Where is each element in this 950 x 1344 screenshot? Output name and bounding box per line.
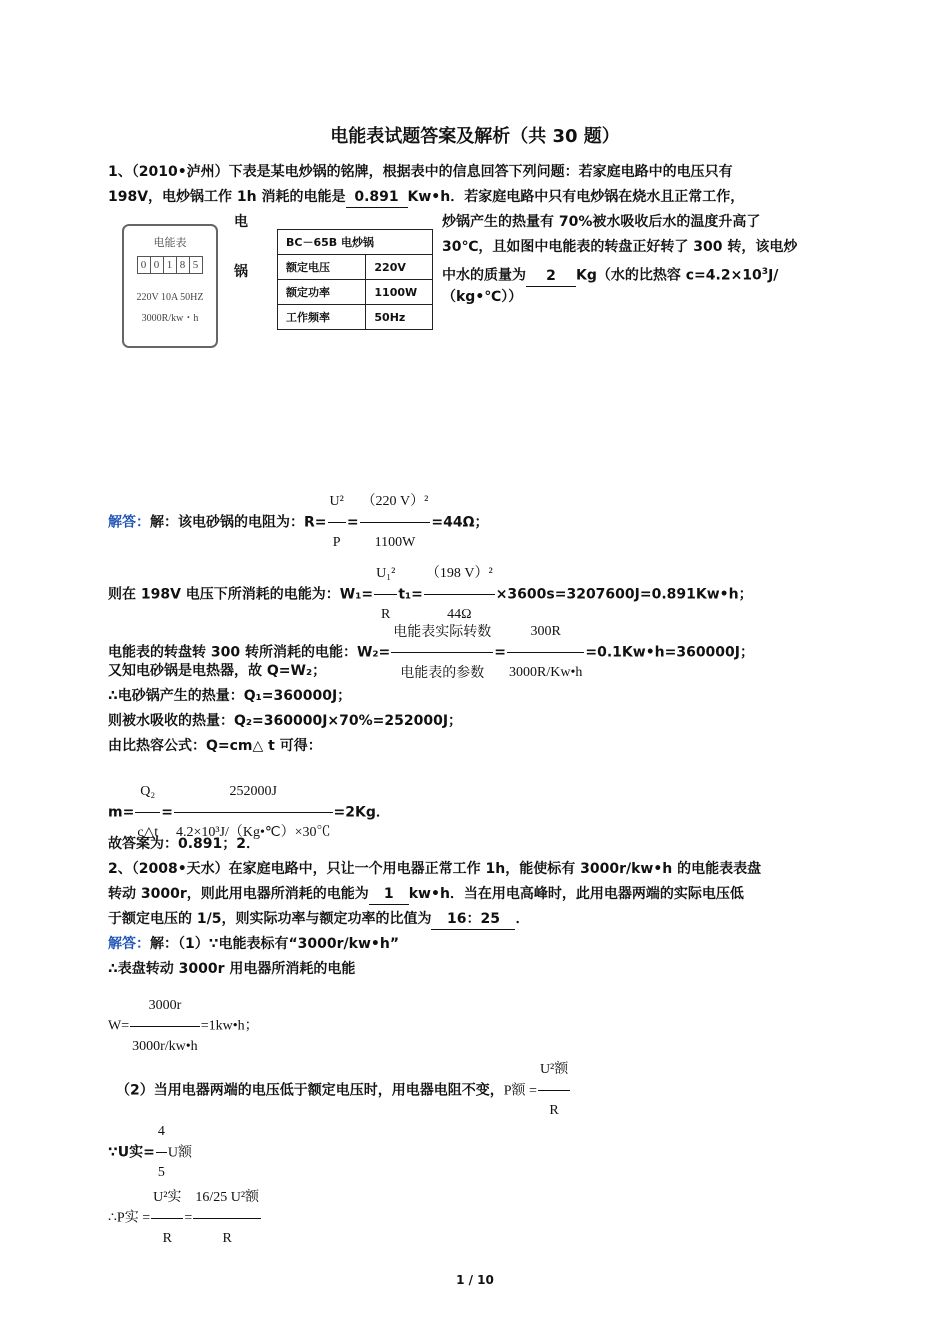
meter-digit: 1 bbox=[163, 256, 177, 274]
page-number: 1 / 10 bbox=[456, 1273, 494, 1287]
q2-line1: 2、（2008•天水）在家庭电路中，只让一个用电器正常工作 1h，能使标有 3000r/kw•h 的电能表表盘 bbox=[108, 861, 762, 877]
denominator: P bbox=[332, 535, 341, 550]
fraction bbox=[360, 482, 431, 563]
table-cell: 工作频率 bbox=[278, 305, 366, 330]
sol1-line8: m= $\frac{\text{Q₂}}{c\triangle t}$ = $\frac{252000J}{\text{4.2×10³J/（Kg•℃）×30℃}}$ =2Kg． bbox=[108, 772, 390, 853]
q2-answer2: 16：25 bbox=[431, 909, 515, 930]
sol1-end: =44Ω； bbox=[431, 514, 489, 531]
meter-digit: 0 bbox=[150, 256, 164, 274]
fraction bbox=[193, 1178, 261, 1259]
sol2-end: U额 bbox=[167, 1145, 192, 1161]
numerator: 252000J bbox=[174, 772, 333, 813]
denominator: R bbox=[222, 1231, 232, 1246]
numerator: U²额 bbox=[538, 1050, 570, 1091]
table-row bbox=[278, 305, 433, 330]
q1-line2-end: Kw•h．若家庭电路中只有电炒锅在烧水且正常工作， bbox=[407, 189, 745, 205]
q2-line3-end: ． bbox=[515, 911, 530, 927]
solution-label: 解答： bbox=[108, 514, 150, 531]
spec-table bbox=[277, 229, 433, 330]
denominator: 3000r/kw•h bbox=[132, 1039, 198, 1054]
q1-label-bottom: 锅 bbox=[234, 264, 248, 280]
q1-right3-mid: Kg（水的比热容 c=4.2×10 bbox=[576, 267, 762, 284]
sol1-text: 则在 198V 电压下所消耗的电能为：W₁= bbox=[108, 586, 374, 603]
numerator: （220 V）² bbox=[360, 482, 431, 523]
numerator: （198 V）² bbox=[424, 554, 495, 595]
meter-title: 电能表 bbox=[153, 237, 187, 249]
fraction bbox=[391, 612, 493, 693]
denominator: 1100W bbox=[374, 535, 416, 550]
sol2-text: W= bbox=[108, 1018, 130, 1034]
denominator: 44Ω bbox=[447, 607, 472, 622]
q2-line2 bbox=[108, 884, 744, 905]
sol2-line6: ∴P实 = $\frac{\text{U²实}}{R}$ = $\frac{\text{16/25 U²额}}{R}$ bbox=[108, 1178, 262, 1259]
sol2-text: ∵U实= bbox=[108, 1144, 155, 1161]
denominator: 4.2×10³J/（Kg•℃）×30℃ bbox=[175, 825, 331, 840]
table-cell: 50Hz bbox=[366, 305, 433, 330]
denominator: 5 bbox=[157, 1165, 165, 1180]
fraction bbox=[538, 1050, 570, 1131]
sol1-line4: 又知电砂锅是电热器，故 Q=W₂； bbox=[108, 663, 327, 679]
numerator: U²实 bbox=[151, 1178, 183, 1219]
numerator: 4 bbox=[156, 1112, 167, 1153]
q1-label-top: 电 bbox=[234, 214, 248, 230]
sol1-end: ×3600s=3207600J=0.891Kw•h； bbox=[495, 586, 753, 603]
q1-right3-sup: 3 bbox=[761, 267, 769, 277]
sol2-text: 解：（1）∵电能表标有“3000r/kw•h” bbox=[150, 936, 400, 952]
solution-label: 解答： bbox=[108, 936, 150, 952]
q1-right2: 30℃，且如图中电能表的转盘正好转了 300 转，该电炒 bbox=[442, 239, 798, 255]
numerator: U₁² bbox=[374, 554, 397, 595]
meter-digit: 5 bbox=[189, 256, 203, 274]
table-row bbox=[278, 230, 433, 255]
meter-digit: 0 bbox=[137, 256, 151, 274]
q1-right4: （kg•℃）） bbox=[442, 289, 523, 305]
sol2-text: （2）当用电器两端的电压低于额定电压时，用电器电阻不变， bbox=[116, 1082, 504, 1099]
meter-digit: 8 bbox=[176, 256, 190, 274]
denominator: R bbox=[162, 1231, 172, 1246]
q1-right3 bbox=[442, 262, 778, 287]
sol1-line5: ∴电砂锅产生的热量：Q₁=360000J； bbox=[108, 688, 352, 704]
sol1-line3: 电能表的转盘转 300 转所消耗的电能：W₂= $\frac{\text{电能表实际转数}}{\text{电能表的参数}}$ = $\frac{300R}{3000R/Kw•h}$ =0.1Kw•h=360000J； bbox=[108, 612, 754, 693]
sol1-end: =0.1Kw•h=360000J； bbox=[585, 644, 754, 661]
q2-line2-end: kw•h．当在用电高峰时，此用电器两端的实际电压低 bbox=[408, 886, 744, 902]
q1-right3-text: 中水的质量为 bbox=[442, 267, 526, 284]
numerator: 3000r bbox=[130, 986, 200, 1027]
sol1-line7: 由比热容公式：Q=cm△ t 可得： bbox=[108, 738, 322, 754]
table-row bbox=[278, 255, 433, 280]
q2-line3-text: 于额定电压的 1/5，则实际功率与额定功率的比值为 bbox=[108, 911, 432, 927]
fraction bbox=[507, 612, 584, 693]
meter-spec1: 220V 10A 50HZ bbox=[136, 292, 204, 303]
electric-meter-image bbox=[122, 224, 218, 348]
sol1-text: 解：该电砂锅的电阻为：R= bbox=[150, 514, 327, 531]
q2-line2-text: 转动 3000r，则此用电器所消耗的电能为 bbox=[108, 886, 369, 902]
numerator: 电能表实际转数 bbox=[391, 612, 493, 653]
q1-right3-end: J/ bbox=[768, 267, 779, 284]
sol1-text: m= bbox=[108, 804, 135, 821]
table-row bbox=[278, 280, 433, 305]
table-cell: BC－65B 电炒锅 bbox=[278, 230, 433, 255]
sol2-line2: ∴表盘转动 3000r 用电器所消耗的电能 bbox=[108, 961, 356, 977]
q2-answer1: 1 bbox=[369, 884, 409, 905]
denominator: 3000R/Kw•h bbox=[509, 665, 583, 680]
table-cell: 额定电压 bbox=[278, 255, 366, 280]
q1-answer1: 0.891 bbox=[346, 187, 408, 208]
sol1-line1: 解答：解：该电砂锅的电阻为：R= $\frac{\text{U²}}{P}$ = $\frac{\text{（220 V）²}}{1100W}$ =44Ω； bbox=[108, 482, 489, 563]
p-rated: P额 = bbox=[503, 1083, 537, 1099]
denominator: R bbox=[381, 607, 391, 622]
table-cell: 额定功率 bbox=[278, 280, 366, 305]
q1-line2-text: 198V，电炒锅工作 1h 消耗的电能是 bbox=[108, 189, 346, 205]
sol2-end: =1kw•h； bbox=[200, 1018, 259, 1034]
numerator: Q₂ bbox=[135, 772, 160, 813]
sol1-line9: 故答案为：0.891；2． bbox=[108, 836, 261, 852]
sol1-mid: t₁= bbox=[398, 586, 423, 603]
q1-right1: 炒锅产生的热量有 70%被水吸收后水的温度升高了 bbox=[442, 214, 761, 230]
page-title: 电能表试题答案及解析（共 30 题） bbox=[330, 126, 620, 147]
fraction bbox=[151, 1178, 183, 1259]
table-cell: 220V bbox=[366, 255, 433, 280]
numerator: U² bbox=[328, 482, 346, 523]
sol1-end: =2Kg． bbox=[333, 804, 390, 821]
q1-line2 bbox=[108, 187, 744, 208]
table-cell: 1100W bbox=[366, 280, 433, 305]
q1-line1: 1、（2010•泸州）下表是某电炒锅的铭牌，根据表中的信息回答下列问题：若家庭电路中的电压只有 bbox=[108, 164, 733, 180]
denominator: 电能表的参数 bbox=[400, 665, 485, 681]
q2-line3 bbox=[108, 909, 529, 930]
sol1-text: 电能表的转盘转 300 转所消耗的电能：W₂= bbox=[108, 644, 391, 661]
denominator: R bbox=[549, 1103, 559, 1118]
sol2-line1 bbox=[108, 934, 399, 954]
denominator: c△t bbox=[137, 825, 159, 840]
meter-spec2: 3000R/kw・h bbox=[141, 313, 199, 324]
sol2-text: ∴P实 = bbox=[108, 1210, 151, 1226]
sol1-line6: 则被水吸收的热量：Q₂=360000J×70%=252000J； bbox=[108, 713, 463, 729]
numerator: 16/25 U²额 bbox=[193, 1178, 261, 1219]
meter-digits bbox=[124, 256, 216, 274]
numerator: 300R bbox=[507, 612, 584, 653]
q1-answer2: 2 bbox=[526, 266, 576, 287]
fraction bbox=[328, 482, 346, 563]
